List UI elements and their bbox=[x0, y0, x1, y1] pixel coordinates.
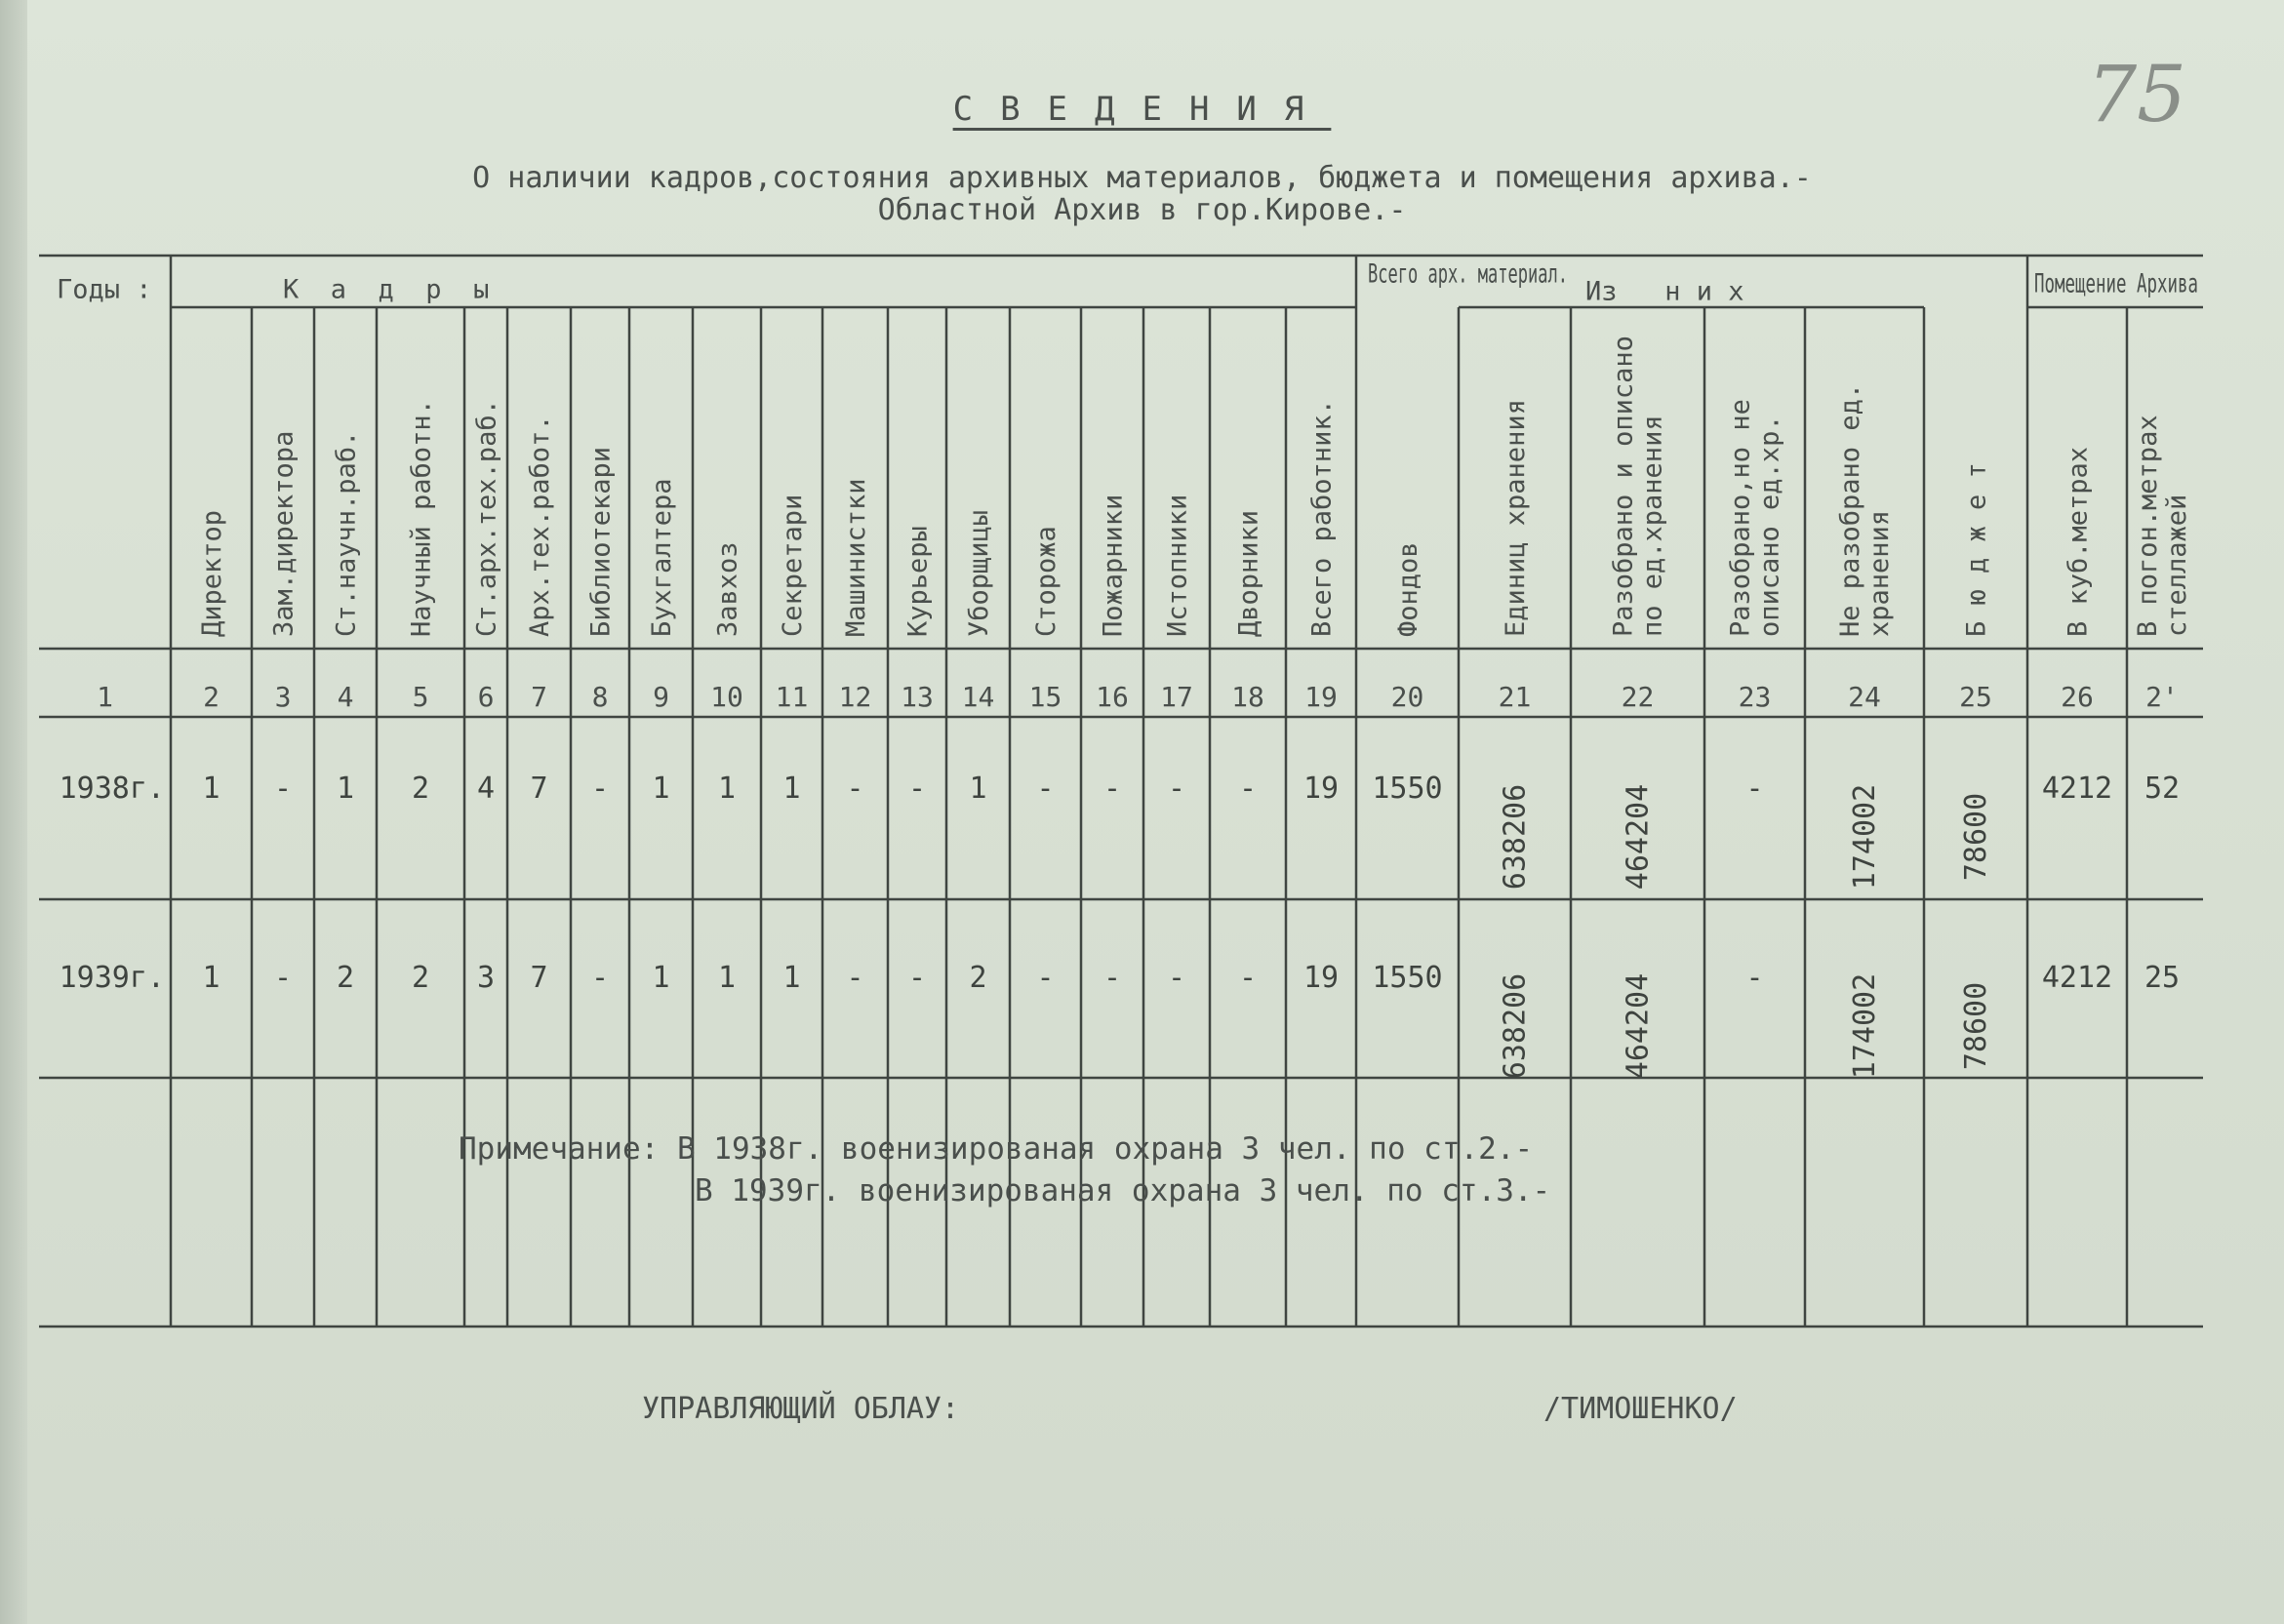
column-number: 2 bbox=[203, 681, 220, 713]
column-number: 21 bbox=[1498, 681, 1532, 713]
column-number: 4 bbox=[337, 681, 354, 713]
data-cell: - bbox=[1036, 772, 1055, 806]
data-cell: 4 bbox=[476, 772, 496, 806]
column-header: Машинистки bbox=[841, 478, 871, 637]
column-header: Научный работн. bbox=[406, 399, 437, 637]
column-number: 16 bbox=[1096, 681, 1129, 713]
row-year: 1939г. bbox=[59, 961, 165, 995]
column-header: Бухгалтера bbox=[647, 478, 677, 637]
column-number: 13 bbox=[901, 681, 934, 713]
data-cell: 1 bbox=[652, 961, 670, 995]
data-cell: 2 bbox=[336, 961, 355, 995]
data-cell: 1 bbox=[202, 772, 220, 806]
signature-name: /ТИМОШЕНКО/ bbox=[1543, 1392, 1738, 1426]
data-cell: - bbox=[1238, 772, 1258, 806]
column-number: 3 bbox=[274, 681, 292, 713]
column-number: 25 bbox=[1959, 681, 1992, 713]
years-header: Годы : bbox=[57, 274, 152, 305]
data-cell: - bbox=[1238, 961, 1258, 995]
data-cell: 78600 bbox=[1959, 792, 1993, 882]
data-cell: 7 bbox=[530, 961, 548, 995]
data-cell: 464204 bbox=[1621, 972, 1656, 1080]
column-header: Разобрано,но неописано ед.хр. bbox=[1725, 399, 1784, 637]
data-cell: 1 bbox=[652, 772, 670, 806]
data-cell: 52 bbox=[2144, 772, 2181, 806]
data-cell: 1 bbox=[336, 772, 355, 806]
data-cell: 3 bbox=[476, 961, 496, 995]
column-number: 22 bbox=[1621, 681, 1655, 713]
data-cell: 1550 bbox=[1372, 961, 1443, 995]
iz-nih-group-header: Из н и х bbox=[1585, 276, 1744, 307]
column-header: Библиотекари bbox=[585, 446, 617, 637]
column-number: 17 bbox=[1160, 681, 1193, 713]
data-cell: 638206 bbox=[1498, 783, 1533, 891]
column-number: 23 bbox=[1738, 681, 1772, 713]
column-header: Истопники bbox=[1162, 494, 1193, 637]
column-number: 15 bbox=[1028, 681, 1062, 713]
column-number: 20 bbox=[1390, 681, 1424, 713]
column-header: Всего работник. bbox=[1306, 399, 1338, 637]
column-number: 12 bbox=[838, 681, 872, 713]
column-number: 9 bbox=[653, 681, 669, 713]
column-number: 8 bbox=[591, 681, 609, 713]
column-header: Б ю д ж е т bbox=[1961, 462, 1992, 637]
column-number: 5 bbox=[412, 681, 429, 713]
data-cell: 1 bbox=[717, 772, 737, 806]
data-cell: 2 bbox=[411, 961, 430, 995]
pomeschenie-group-header: Помещение Архива bbox=[2034, 268, 2198, 299]
column-header: Пожарники bbox=[1098, 494, 1129, 637]
document-title: СВЕДЕНИЯ bbox=[952, 90, 1332, 129]
data-cell: - bbox=[273, 961, 293, 995]
column-header: Сторожа bbox=[1031, 526, 1062, 637]
column-header: Разобрано и описанопо ед.хранения bbox=[1608, 336, 1667, 637]
data-cell: 4212 bbox=[2041, 772, 2113, 806]
column-header: Завхоз bbox=[712, 541, 743, 637]
data-cell: 174002 bbox=[1848, 972, 1882, 1080]
signature-label: УПРАВЛЯЮЩИЙ ОБЛАУ: bbox=[642, 1392, 960, 1426]
data-cell: - bbox=[590, 772, 610, 806]
data-cell: - bbox=[846, 961, 864, 995]
data-cell: 1 bbox=[782, 772, 801, 806]
column-header: Ст.арх.тех.раб. bbox=[471, 399, 502, 637]
column-number: 18 bbox=[1231, 681, 1264, 713]
data-cell: 1 bbox=[717, 961, 737, 995]
data-cell: - bbox=[1167, 772, 1186, 806]
column-number: 24 bbox=[1848, 681, 1881, 713]
data-cell: - bbox=[907, 961, 927, 995]
data-cell: - bbox=[273, 772, 293, 806]
data-cell: 174002 bbox=[1848, 783, 1882, 891]
data-cell: - bbox=[1102, 961, 1122, 995]
column-header: Секретари bbox=[778, 494, 808, 637]
data-cell: 1 bbox=[969, 772, 987, 806]
column-header: Директор bbox=[197, 509, 227, 637]
data-cell: - bbox=[590, 961, 610, 995]
column-header: Фондов bbox=[1393, 541, 1423, 637]
column-number: 19 bbox=[1304, 681, 1338, 713]
data-cell: 19 bbox=[1302, 961, 1340, 995]
column-number: 26 bbox=[2061, 681, 2094, 713]
data-cell: 1550 bbox=[1372, 772, 1443, 806]
column-number: 7 bbox=[531, 681, 547, 713]
column-header: Единиц хранения bbox=[1501, 399, 1531, 637]
column-number: 2' bbox=[2145, 681, 2179, 713]
column-header: Курьеры bbox=[902, 526, 934, 637]
note-line1: Примечание: В 1938г. военизированая охрана 3 чел. по ст.2.- bbox=[459, 1131, 1534, 1167]
data-cell: - bbox=[907, 772, 927, 806]
column-number: 10 bbox=[710, 681, 743, 713]
note-line2: В 1939г. военизированая охрана 3 чел. по ст.3.- bbox=[695, 1173, 1551, 1208]
vsego-arh-header: Всего арх. материал. bbox=[1368, 258, 1568, 290]
data-cell: 4212 bbox=[2041, 961, 2113, 995]
data-cell: 638206 bbox=[1498, 972, 1533, 1080]
data-cell: 19 bbox=[1302, 772, 1340, 806]
document-subtitle-line1: О наличии кадров,состояния архивных материалов, бюджета и помещения архива.- bbox=[472, 161, 1812, 195]
data-cell: 7 bbox=[530, 772, 548, 806]
column-header: Уборщицы bbox=[964, 509, 994, 637]
data-cell: 1 bbox=[782, 961, 801, 995]
data-cell: - bbox=[846, 772, 864, 806]
data-cell: - bbox=[1167, 961, 1186, 995]
row-year: 1938г. bbox=[59, 772, 165, 806]
column-header: В куб.метрах bbox=[2063, 446, 2094, 637]
data-cell: 25 bbox=[2144, 961, 2181, 995]
data-cell: - bbox=[1745, 772, 1764, 806]
document-subtitle-line2: Областной Архив в гор.Кирове.- bbox=[877, 193, 1407, 227]
data-cell: 2 bbox=[411, 772, 430, 806]
column-header: Арх.тех.работ. bbox=[525, 415, 555, 637]
data-cell: 2 bbox=[969, 961, 987, 995]
column-header: Дворники bbox=[1233, 509, 1264, 637]
data-cell: - bbox=[1745, 961, 1764, 995]
data-cell: - bbox=[1102, 772, 1122, 806]
data-cell: 78600 bbox=[1959, 981, 1993, 1071]
column-header: В погон.метрахстеллажей bbox=[2132, 415, 2192, 637]
kadry-group-header: К а д р ы bbox=[283, 274, 490, 305]
column-number: 6 bbox=[477, 681, 495, 713]
column-number: 14 bbox=[961, 681, 995, 713]
column-header: Зам.директора bbox=[268, 430, 300, 637]
corner-mark: 75 bbox=[2087, 49, 2186, 139]
data-cell: 464204 bbox=[1621, 783, 1656, 891]
data-cell: 1 bbox=[202, 961, 220, 995]
column-number: 11 bbox=[775, 681, 809, 713]
data-cell: - bbox=[1036, 961, 1055, 995]
column-header: Ст.научн.раб. bbox=[331, 430, 362, 637]
column-number: 1 bbox=[97, 681, 113, 713]
column-header: Не разобрано ед.хранения bbox=[1834, 382, 1895, 637]
